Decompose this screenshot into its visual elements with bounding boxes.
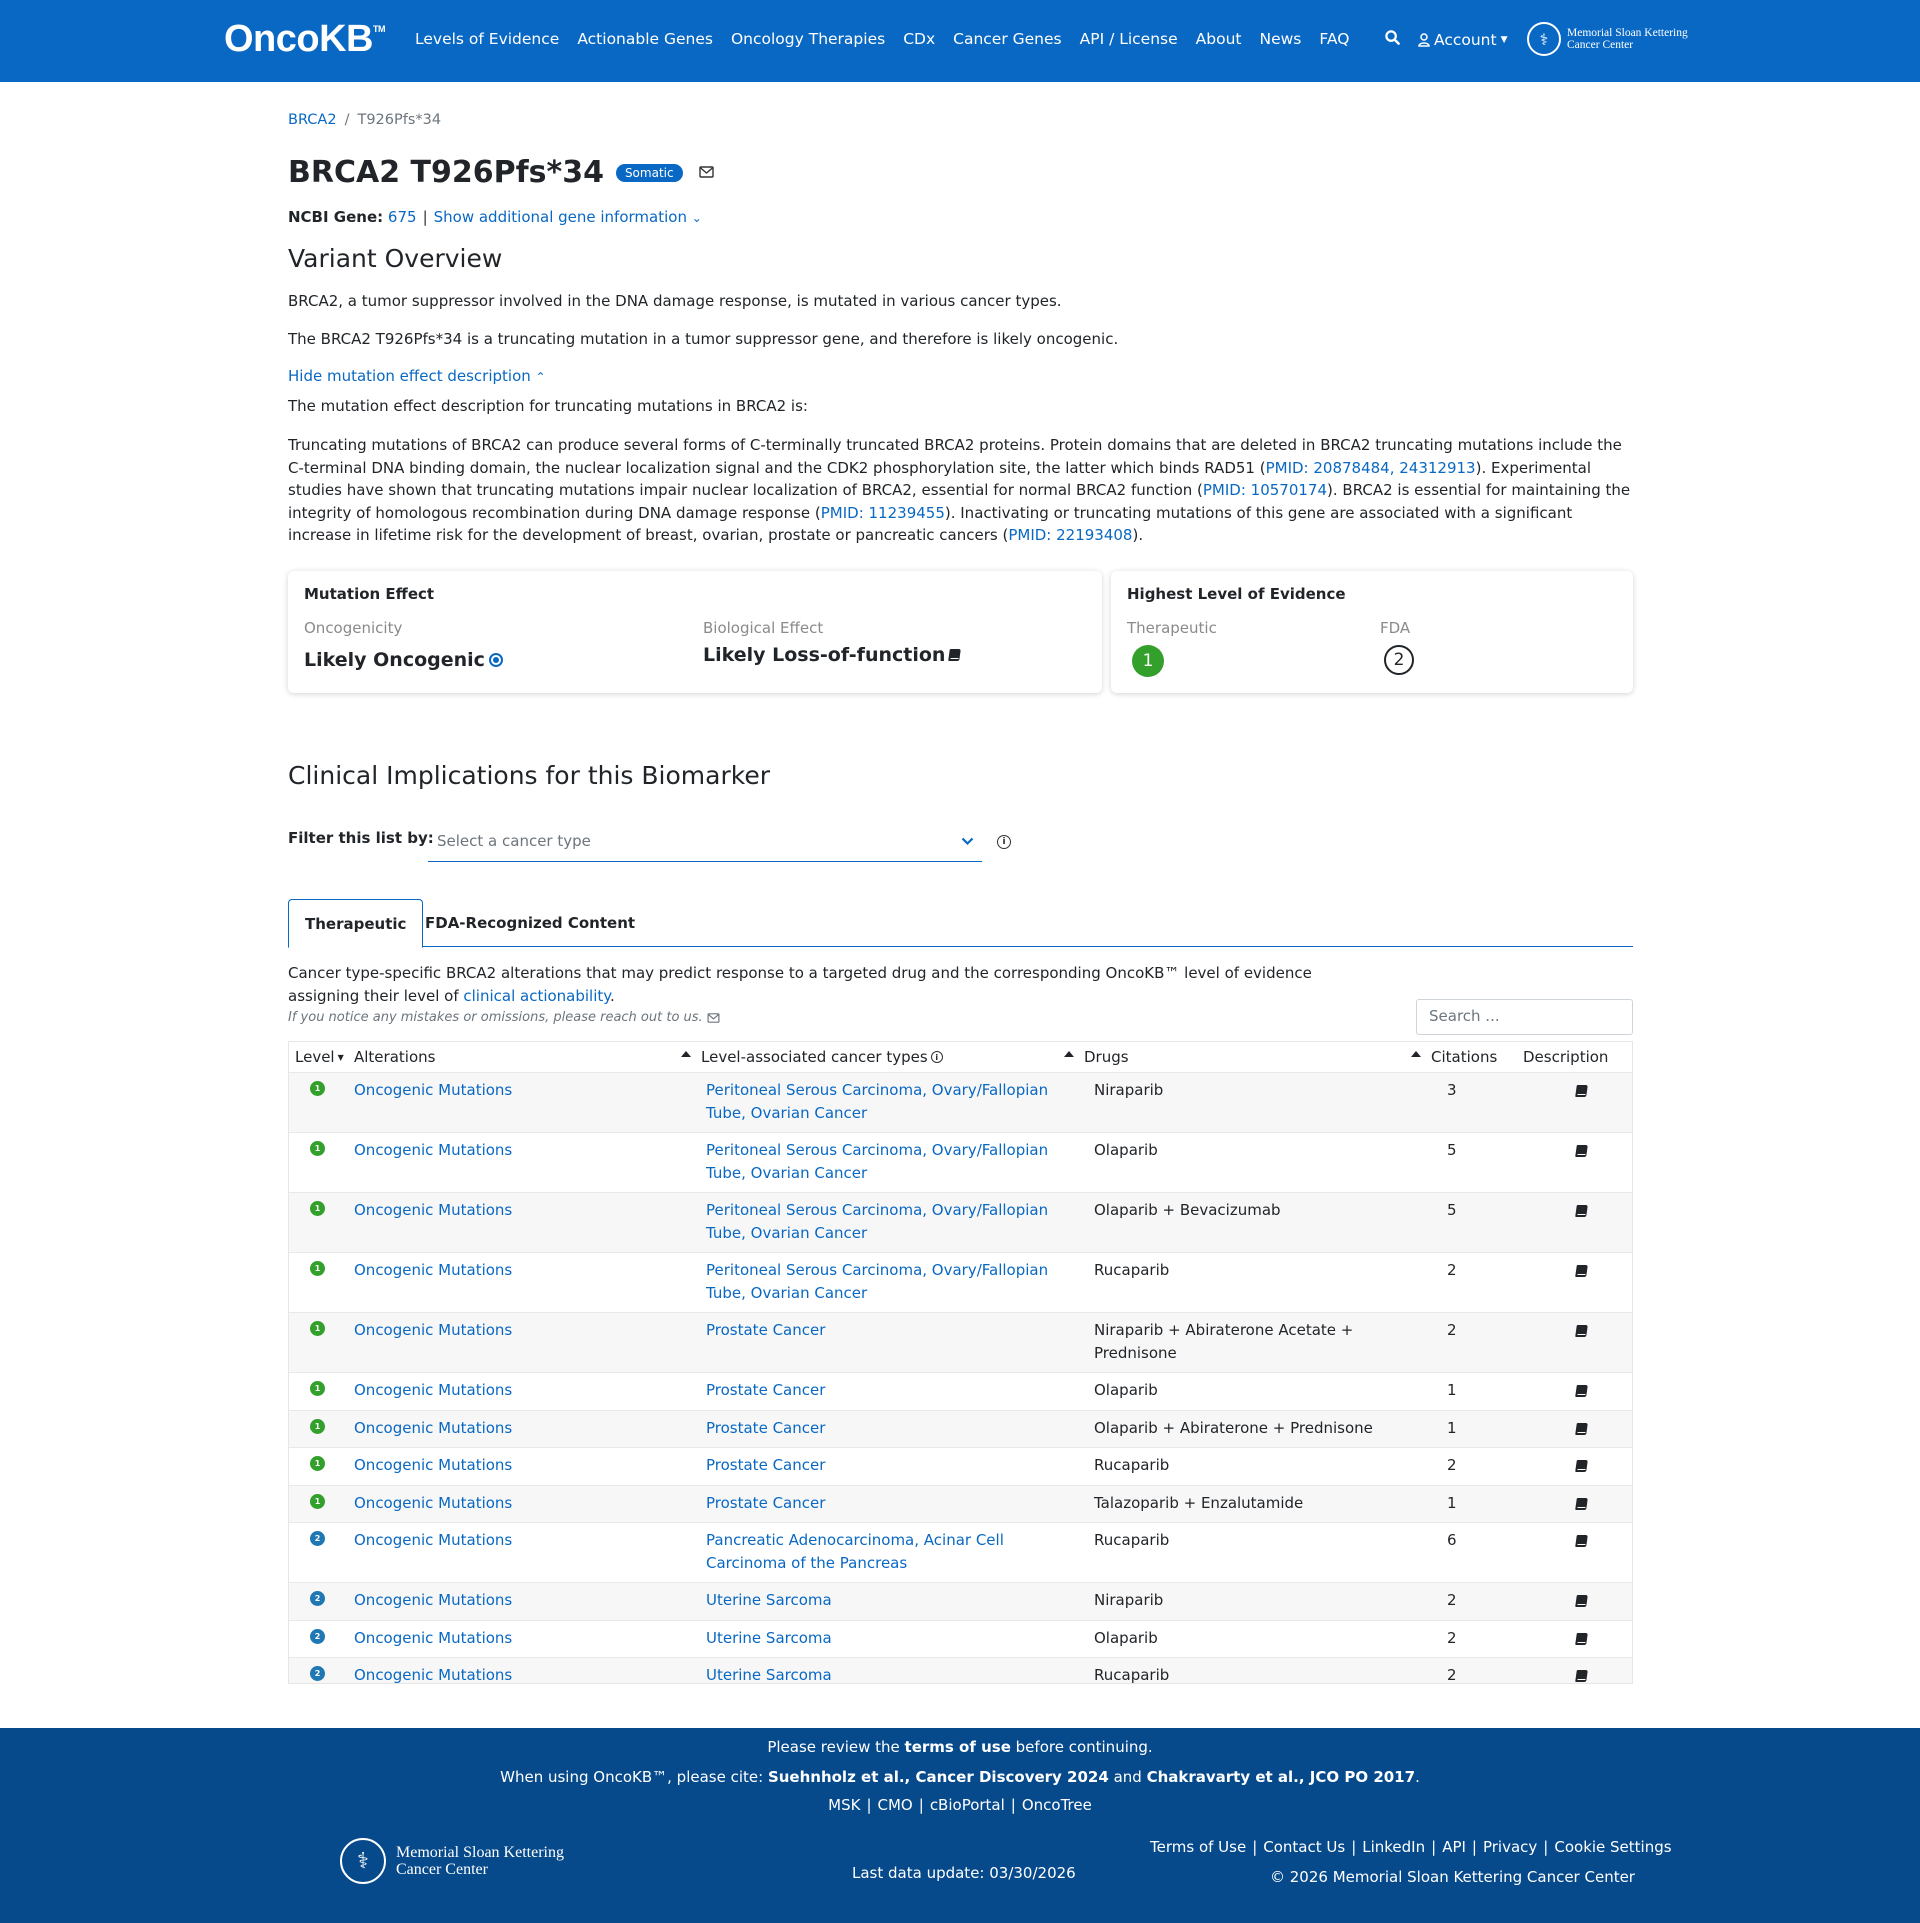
footer	[0, 1728, 1920, 1923]
col-description-label: Description	[1523, 1048, 1609, 1066]
citations-count[interactable]: 5	[1447, 1201, 1457, 1219]
level-1-icon[interactable]: 1	[310, 1419, 325, 1434]
biological-effect-label: Biological Effect	[703, 619, 824, 637]
drugs-text: Olaparib + Bevacizumab	[1094, 1201, 1281, 1219]
citations-count[interactable]: 2	[1447, 1628, 1457, 1647]
cancer-type-link[interactable]: Peritoneal Serous Carcinoma, Ovary/Fallopian	[706, 1081, 1049, 1099]
book-icon[interactable]	[1575, 1498, 1588, 1510]
breadcrumb-gene[interactable]: BRCA2	[288, 112, 337, 128]
col-alterations-label: Alterations	[354, 1048, 436, 1066]
clinical-actionability-link[interactable]: clinical actionability	[463, 986, 611, 1005]
somatic-badge: Somatic	[616, 164, 683, 182]
footer-link-cmo[interactable]: CMO	[877, 1796, 913, 1814]
biological-effect-value	[703, 644, 960, 666]
alteration-link[interactable]: Oncogenic Mutations	[354, 1628, 513, 1647]
footer-link-oncotree[interactable]: OncoTree	[1021, 1796, 1092, 1814]
cancer-types-cell	[706, 1454, 1066, 1477]
oncokb-logo[interactable]	[224, 18, 385, 61]
footer-link-cbioportal[interactable]: cBioPortal	[929, 1796, 1005, 1814]
alteration-link[interactable]: Oncogenic Mutations	[354, 1591, 513, 1609]
hide-mutation-effect-link[interactable]	[288, 367, 546, 385]
cancer-type-link[interactable]: Prostate Cancer	[706, 1456, 826, 1474]
user-icon	[1418, 33, 1430, 47]
tab-desc-b: .	[610, 986, 615, 1005]
last-data-update: Last data update: 03/30/2026	[852, 1864, 1076, 1882]
ncbi-gene-link[interactable]: 675	[387, 208, 417, 226]
alteration-link[interactable]: Oncogenic Mutations	[354, 1531, 513, 1549]
sep: |	[1010, 1796, 1016, 1814]
book-icon[interactable]	[1575, 1265, 1588, 1277]
col-drugs[interactable]	[1084, 1048, 1129, 1066]
book-icon[interactable]	[1575, 1085, 1588, 1097]
caret-down-icon: ▼	[1500, 34, 1508, 45]
pmid-link[interactable]: PMID: 11239455	[820, 503, 945, 522]
breadcrumb-sep: /	[344, 112, 350, 128]
col-cancer-types-label: Level-associated cancer types	[701, 1048, 928, 1066]
footer-linkedin-link[interactable]: LinkedIn	[1362, 1838, 1426, 1856]
logo-tm: TM	[373, 24, 385, 34]
footer-msk-line1: Memorial Sloan Kettering	[396, 1844, 564, 1861]
alteration-link[interactable]: Oncogenic Mutations	[354, 1381, 513, 1399]
cancer-types-cell	[706, 1199, 1066, 1245]
top-navbar	[0, 0, 1920, 82]
drugs-text: Olaparib + Abiraterone + Prednisone	[1094, 1418, 1373, 1437]
nav-api-license[interactable]: API / License	[1079, 30, 1178, 48]
table-row	[289, 1522, 1633, 1582]
citations-count[interactable]: 2	[1447, 1456, 1457, 1474]
page-title	[288, 155, 714, 190]
drugs-cell	[1094, 1319, 1384, 1365]
sep: |	[1543, 1838, 1549, 1856]
cancer-types-cell	[706, 1529, 1066, 1575]
sort-asc-icon[interactable]	[1411, 1051, 1421, 1057]
variant-title: BRCA2 T926Pfs*34	[288, 155, 604, 190]
cite-a: When using OncoKB™, please cite:	[500, 1768, 768, 1786]
show-gene-info-label: Show additional gene information	[433, 208, 687, 226]
variant-overview-heading: Variant Overview	[288, 244, 503, 273]
level-1-icon[interactable]: 1	[310, 1321, 325, 1336]
terms-a: Please review the	[767, 1738, 905, 1756]
cancer-types-cell	[706, 1379, 1066, 1402]
tab-bar	[288, 899, 1633, 947]
level-1-icon[interactable]: 1	[310, 1141, 325, 1156]
citations-count[interactable]: 3	[1447, 1081, 1457, 1099]
cancer-types-cell	[706, 1492, 1066, 1515]
nav-news[interactable]: News	[1259, 30, 1302, 48]
highest-level-heading: Highest Level of Evidence	[1127, 585, 1346, 603]
cancer-type-link[interactable]: Tube, Ovarian Cancer	[706, 1104, 868, 1122]
drugs-cell	[1094, 1492, 1384, 1515]
cancer-type-link[interactable]: Pancreatic Adenocarcinoma, Acinar Cell	[706, 1531, 1004, 1549]
oncogenicity-text: Likely Oncogenic	[304, 649, 485, 671]
drugs-text: Prednisone	[1094, 1344, 1177, 1362]
drugs-cell	[1094, 1454, 1384, 1477]
cancer-type-select[interactable]	[428, 826, 982, 862]
level-1-icon[interactable]: 1	[310, 1456, 325, 1471]
gene-summary: BRCA2, a tumor suppressor involved in the DNA damage response, is mutated in various cancer types.	[288, 292, 1062, 310]
breadcrumb-variant: T926Pfs*34	[357, 112, 442, 128]
nav-right	[1385, 30, 1508, 49]
cancer-types-cell	[706, 1417, 1066, 1440]
drugs-text: Rucaparib	[1094, 1261, 1170, 1279]
book-icon[interactable]	[1575, 1460, 1588, 1472]
copyright: © 2026 Memorial Sloan Kettering Cancer Center	[1270, 1868, 1635, 1886]
table-row	[289, 1372, 1633, 1410]
ncbi-gene-line	[288, 208, 702, 226]
cancer-type-link[interactable]: Uterine Sarcoma	[706, 1628, 832, 1647]
col-alterations[interactable]	[354, 1048, 435, 1066]
sep: |	[1471, 1838, 1477, 1856]
table-header	[289, 1042, 1633, 1072]
nav-actionable-genes[interactable]: Actionable Genes	[577, 30, 713, 48]
table-row	[289, 1410, 1633, 1448]
fda-level-2-icon[interactable]: 2	[1384, 645, 1414, 675]
desc-part-d: ). Inactivating or truncating mutations of this gene are associated with a significant increase in lifetime risk for the development of breast, ovarian, prostate or pancreatic cancers (	[288, 503, 1573, 545]
ncbi-label: NCBI Gene:	[288, 208, 384, 226]
level-2-icon[interactable]: 2	[310, 1531, 325, 1546]
show-gene-info-link[interactable]	[434, 208, 702, 226]
level-1-icon[interactable]: 1	[310, 1494, 325, 1509]
mutation-effect-card	[288, 571, 1102, 693]
drugs-cell	[1094, 1417, 1384, 1440]
terms-of-use-link[interactable]: terms of use	[904, 1738, 1011, 1756]
envelope-icon[interactable]	[699, 164, 714, 182]
nav-cdx[interactable]: CDx	[903, 30, 936, 48]
col-description[interactable]	[1523, 1048, 1608, 1066]
footer-terms-link[interactable]: Terms of Use	[1150, 1838, 1247, 1856]
book-icon[interactable]	[1575, 1535, 1588, 1547]
pmid-link[interactable]: PMID: 20878484, 24312913	[1265, 458, 1476, 477]
mutation-effect-heading: Mutation Effect	[304, 585, 435, 603]
msk-line2: Cancer Center	[1567, 39, 1634, 51]
table-row	[289, 1447, 1633, 1485]
col-drugs-label: Drugs	[1084, 1048, 1129, 1066]
logo-text: OncoKB	[224, 18, 373, 60]
cancer-type-link[interactable]: Uterine Sarcoma	[706, 1591, 832, 1609]
cancer-type-link[interactable]: Peritoneal Serous Carcinoma, Ovary/Fallopian	[706, 1201, 1049, 1219]
col-level[interactable]	[295, 1048, 344, 1066]
alteration-link[interactable]: Oncogenic Mutations	[354, 1141, 513, 1159]
account-menu[interactable]	[1418, 31, 1508, 49]
level-2-icon[interactable]: 2	[310, 1666, 325, 1681]
msk-logo[interactable]	[1527, 22, 1688, 56]
drugs-text: Rucaparib	[1094, 1531, 1170, 1549]
sort-asc-icon[interactable]	[681, 1051, 691, 1057]
book-icon[interactable]	[1575, 1633, 1588, 1645]
table-row	[289, 1132, 1633, 1192]
footer-msk-text	[396, 1844, 564, 1878]
cancer-type-link[interactable]: Prostate Cancer	[706, 1321, 826, 1339]
cancer-types-cell	[706, 1664, 1066, 1684]
biological-effect-text: Likely Loss-of-function	[703, 644, 946, 666]
drugs-text: Rucaparib	[1094, 1666, 1170, 1684]
citations-count[interactable]: 1	[1447, 1493, 1457, 1512]
envelope-icon[interactable]	[707, 1013, 720, 1023]
drugs-cell	[1094, 1664, 1384, 1684]
feedback-notice	[288, 1010, 720, 1025]
drugs-text: Niraparib	[1094, 1081, 1164, 1099]
alteration-link[interactable]: Oncogenic Mutations	[354, 1081, 513, 1099]
desc-part-a: Truncating mutations of BRCA2 can produce several forms of C-terminally truncated BRCA2 proteins. Protein domains that are deleted in BRCA2 truncating mutations include the C-terminal DNA binding domain, the nuclear localization signal and the CDK2 phosphorylation site, the latter which binds RAD51 (	[288, 436, 1622, 477]
sort-desc-icon: ▼	[337, 1052, 344, 1062]
level-2-icon[interactable]: 2	[310, 1629, 325, 1644]
tab-desc-a: Cancer type-specific BRCA2 alterations that may predict response to a targeted drug and the corresponding OncoKB™ level of evidence assigning their level of	[288, 964, 1312, 1005]
drugs-cell	[1094, 1627, 1384, 1650]
feedback-text: If you notice any mistakes or omissions, please reach out to us.	[288, 1010, 703, 1025]
book-icon[interactable]	[1575, 1595, 1588, 1607]
drugs-cell	[1094, 1379, 1384, 1402]
sep: |	[1252, 1838, 1258, 1856]
cancer-type-link[interactable]: Prostate Cancer	[706, 1381, 826, 1399]
desc-part-b: ). Experimental studies have shown that truncating mutations impair nuclear localization of BRCA2, essential for normal BRCA2 function (	[288, 458, 1592, 500]
level-2-icon[interactable]: 2	[310, 1591, 325, 1606]
citations-count[interactable]: 1	[1447, 1418, 1457, 1437]
chevron-down-icon	[961, 832, 974, 850]
info-icon[interactable]: i	[997, 835, 1011, 849]
footer-msk-line2: Cancer Center	[396, 1861, 488, 1878]
drugs-text: Rucaparib	[1094, 1456, 1170, 1474]
oncogenicity-value	[304, 649, 503, 671]
tab-fda-recognized[interactable]: FDA-Recognized Content	[425, 914, 636, 932]
book-icon[interactable]	[1575, 1145, 1588, 1157]
nav-cancer-genes[interactable]: Cancer Genes	[953, 30, 1062, 48]
hide-link-label: Hide mutation effect description	[288, 367, 531, 385]
alteration-link[interactable]: Oncogenic Mutations	[354, 1201, 513, 1219]
breadcrumb	[288, 112, 441, 128]
fda-label: FDA	[1380, 619, 1411, 637]
citation-notice	[0, 1768, 1920, 1786]
chevron-up-circle-icon: ⌃	[535, 370, 546, 384]
alteration-link[interactable]: Oncogenic Mutations	[354, 1321, 513, 1339]
citations-count[interactable]: 2	[1447, 1321, 1457, 1339]
level-1-icon[interactable]: 1	[310, 1081, 325, 1096]
mutation-effect-intro: The mutation effect description for truncating mutations in BRCA2 is:	[288, 397, 808, 415]
alteration-link[interactable]: Oncogenic Mutations	[354, 1261, 513, 1279]
citation-link-2[interactable]: Chakravarty et al., JCO PO 2017	[1146, 1768, 1416, 1786]
alteration-link[interactable]: Oncogenic Mutations	[354, 1666, 513, 1684]
level-1-icon[interactable]: 1	[310, 1381, 325, 1396]
drugs-cell	[1094, 1199, 1384, 1222]
drugs-cell	[1094, 1139, 1384, 1162]
sep: |	[918, 1796, 924, 1814]
cancer-type-link[interactable]: Peritoneal Serous Carcinoma, Ovary/Fallopian	[706, 1141, 1049, 1159]
col-citations[interactable]	[1431, 1048, 1497, 1066]
table-row	[289, 1485, 1633, 1523]
alteration-link[interactable]: Oncogenic Mutations	[354, 1493, 513, 1512]
drugs-cell	[1094, 1529, 1384, 1552]
cancer-types-cell	[706, 1589, 1066, 1612]
level-1-icon[interactable]: 1	[1132, 645, 1164, 677]
msk-emblem-icon: ⚕	[1527, 22, 1561, 56]
cite-e: .	[1415, 1768, 1420, 1786]
drugs-cell	[1094, 1079, 1384, 1102]
chevron-down-circle-icon: ⌄	[691, 211, 702, 225]
table-row	[289, 1312, 1633, 1372]
table-row	[289, 1192, 1633, 1252]
cancer-type-link[interactable]: Carcinoma of the Pancreas	[706, 1554, 908, 1572]
sep: |	[866, 1796, 872, 1814]
msk-emblem-icon: ⚕	[340, 1838, 386, 1884]
table-row	[289, 1620, 1633, 1658]
cancer-type-link[interactable]: Peritoneal Serous Carcinoma, Ovary/Fallopian	[706, 1261, 1049, 1279]
sep: |	[1351, 1838, 1357, 1856]
citations-count[interactable]: 6	[1447, 1531, 1457, 1549]
book-icon[interactable]	[1575, 1670, 1588, 1682]
book-icon[interactable]	[1575, 1205, 1588, 1217]
msk-line1: Memorial Sloan Kettering	[1567, 27, 1688, 39]
variant-summary: The BRCA2 T926Pfs*34 is a truncating mutation in a tumor suppressor gene, and therefore is likely oncogenic.	[288, 330, 1119, 348]
cancer-types-cell	[706, 1139, 1066, 1185]
citations-count[interactable]: 2	[1447, 1261, 1457, 1279]
oncogenic-circle-icon[interactable]	[489, 653, 503, 667]
therapeutic-table	[288, 1041, 1633, 1684]
level-1-icon[interactable]: 1	[310, 1201, 325, 1216]
citations-count[interactable]: 5	[1447, 1141, 1457, 1159]
cancer-type-link[interactable]: Prostate Cancer	[706, 1493, 826, 1512]
tab-therapeutic[interactable]: Therapeutic	[288, 899, 423, 948]
cite-c: and	[1108, 1768, 1147, 1786]
citation-link-1[interactable]: Suehnholz et al., Cancer Discovery 2024	[767, 1768, 1109, 1786]
account-label: Account	[1434, 30, 1497, 49]
pmid-link[interactable]: PMID: 22193408	[1008, 526, 1133, 545]
cancer-types-cell	[706, 1259, 1066, 1305]
nav-about[interactable]: About	[1195, 30, 1242, 48]
book-icon[interactable]	[949, 649, 962, 661]
filter-label: Filter this list by:	[288, 829, 434, 847]
footer-contact-link[interactable]: Contact Us	[1263, 1838, 1346, 1856]
desc-part-c: ). BRCA2 is essential for maintaining the integrity of homologous recombination during DNA damage response (	[288, 481, 1631, 522]
level-1-icon[interactable]: 1	[310, 1261, 325, 1276]
cancer-type-link[interactable]: Uterine Sarcoma	[706, 1666, 832, 1684]
table-search-input[interactable]: Search ...	[1416, 999, 1633, 1035]
cancer-types-cell	[706, 1319, 1066, 1342]
nav-oncology-therapies[interactable]: Oncology Therapies	[730, 30, 886, 48]
citations-count[interactable]: 1	[1447, 1381, 1457, 1399]
tab-description	[288, 962, 1348, 1007]
external-links	[0, 1796, 1920, 1814]
table-row	[289, 1582, 1633, 1620]
drugs-cell	[1094, 1589, 1384, 1612]
footer-msk-logo[interactable]	[340, 1838, 564, 1884]
footer-links	[1150, 1838, 1672, 1856]
cancer-type-link[interactable]: Tube, Ovarian Cancer	[706, 1284, 868, 1302]
drugs-text: Olaparib	[1094, 1141, 1158, 1159]
drugs-cell	[1094, 1259, 1384, 1282]
col-level-label: Level	[295, 1048, 335, 1066]
footer-link-msk[interactable]: MSK	[828, 1796, 861, 1814]
footer-cookie-link[interactable]: Cookie Settings	[1554, 1838, 1672, 1856]
mutation-effect-description	[288, 434, 1633, 547]
sep: |	[1431, 1838, 1437, 1856]
ncbi-sep: |	[422, 208, 428, 226]
search-icon[interactable]	[1385, 30, 1400, 49]
cancer-types-cell	[706, 1079, 1066, 1125]
book-icon[interactable]	[1575, 1423, 1588, 1435]
terms-c: before continuing.	[1010, 1738, 1153, 1756]
nav-levels-of-evidence[interactable]: Levels of Evidence	[415, 30, 560, 48]
cancer-type-placeholder: Select a cancer type	[437, 832, 591, 850]
footer-privacy-link[interactable]: Privacy	[1482, 1838, 1538, 1856]
book-icon[interactable]	[1575, 1325, 1588, 1337]
desc-part-e: ).	[1132, 526, 1144, 545]
cancer-types-cell	[706, 1627, 1066, 1650]
col-citations-label: Citations	[1431, 1048, 1498, 1066]
citations-count[interactable]: 2	[1447, 1591, 1457, 1609]
footer-api-link[interactable]: API	[1442, 1838, 1466, 1856]
therapeutic-label: Therapeutic	[1127, 619, 1217, 637]
msk-text	[1567, 27, 1688, 51]
cancer-type-link[interactable]: Tube, Ovarian Cancer	[706, 1164, 868, 1182]
alteration-link[interactable]: Oncogenic Mutations	[354, 1418, 513, 1437]
pmid-link[interactable]: PMID: 10570174	[1202, 481, 1328, 500]
drugs-text: Talazoparib + Enzalutamide	[1094, 1493, 1304, 1512]
table-row	[289, 1252, 1633, 1312]
table-row	[289, 1072, 1633, 1132]
table-row	[289, 1657, 1633, 1684]
nav-links	[415, 30, 1349, 48]
alteration-link[interactable]: Oncogenic Mutations	[354, 1456, 513, 1474]
highest-level-card	[1111, 571, 1633, 693]
book-icon[interactable]	[1575, 1385, 1588, 1397]
clinical-implications-heading: Clinical Implications for this Biomarker	[288, 761, 770, 790]
cancer-type-link[interactable]: Prostate Cancer	[706, 1418, 826, 1437]
cancer-type-link[interactable]: Tube, Ovarian Cancer	[706, 1224, 868, 1242]
info-icon[interactable]: i	[931, 1051, 943, 1063]
sort-asc-icon[interactable]	[1064, 1051, 1074, 1057]
drugs-text: Niraparib	[1094, 1591, 1164, 1609]
nav-faq[interactable]: FAQ	[1319, 30, 1350, 48]
drugs-text: Olaparib	[1094, 1381, 1158, 1399]
citations-count[interactable]: 2	[1447, 1666, 1457, 1684]
col-cancer-types[interactable]	[701, 1048, 943, 1066]
terms-notice	[0, 1738, 1920, 1756]
drugs-text: Niraparib + Abiraterone Acetate +	[1094, 1321, 1354, 1339]
oncogenicity-label: Oncogenicity	[304, 619, 403, 637]
drugs-text: Olaparib	[1094, 1628, 1158, 1647]
